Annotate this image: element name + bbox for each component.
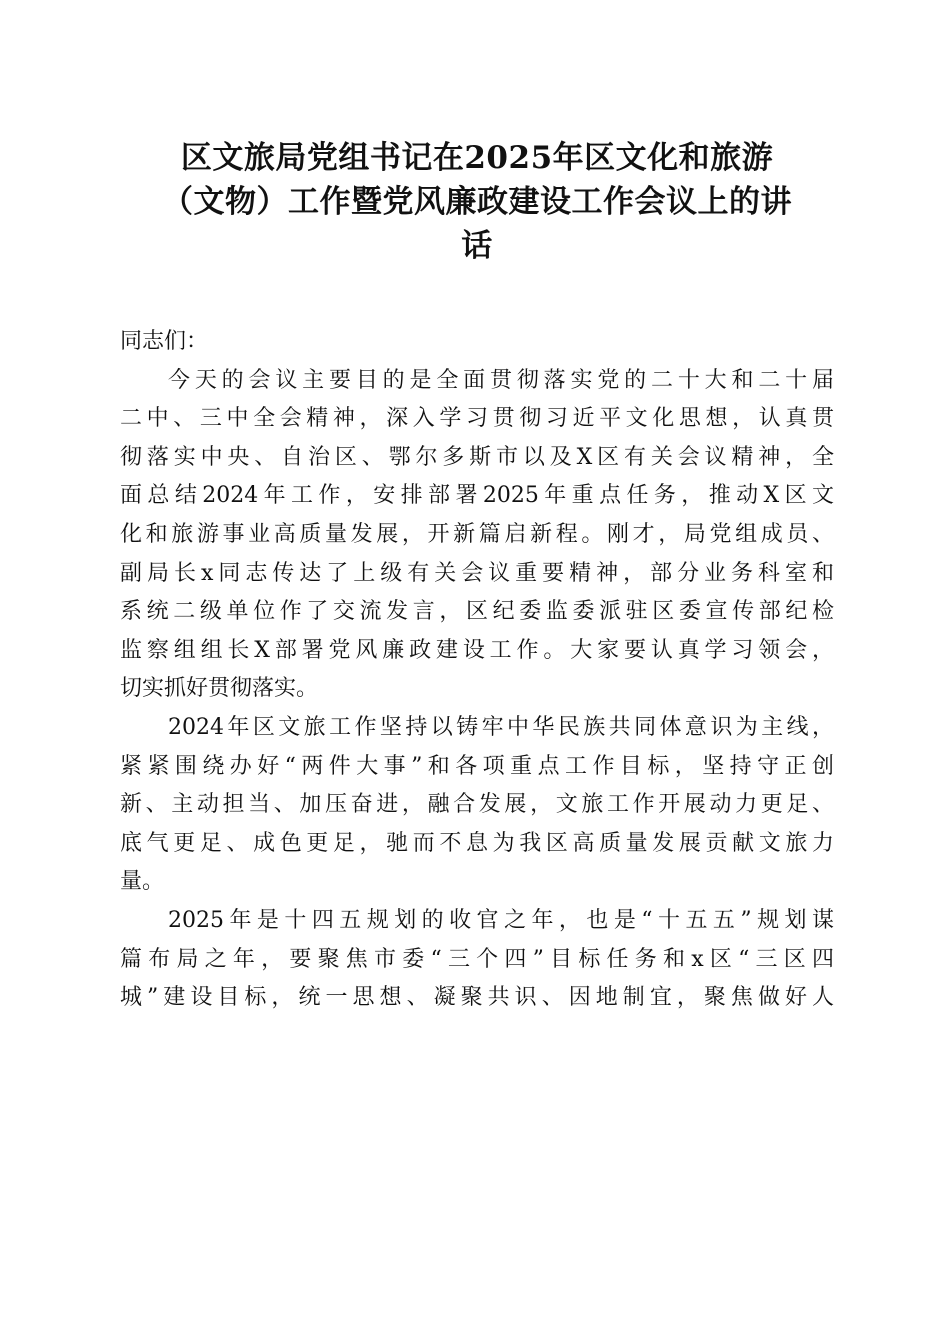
paragraph-1 xyxy=(120,362,834,709)
document-body xyxy=(120,323,834,1018)
title-line-2: （文物）工作暨党风廉政建设工作会议上的讲 xyxy=(162,184,792,220)
title-line-1: 区文旅局党组书记在2025年区文化和旅游 xyxy=(180,140,774,176)
paragraph-line: 化和旅游事业高质量发展，开新篇启新程。刚才，局党组成员、 xyxy=(120,521,834,547)
greeting: 同志们： xyxy=(120,329,209,354)
paragraph-line: 监察组组长X部署党风廉政建设工作。大家要认真学习领会， xyxy=(120,637,834,663)
paragraph-line: 面总结2024年工作，安排部署2025年重点任务，推动X区文 xyxy=(120,483,834,509)
paragraph-line: 二中、三中全会精神，深入学习贯彻习近平文化思想，认真贯 xyxy=(120,406,834,432)
title-line-3: 话 xyxy=(461,228,493,264)
paragraph-2 xyxy=(120,709,834,902)
paragraph-line: 新、主动担当、加压奋进，融合发展，文旅工作开展动力更足、 xyxy=(120,792,834,818)
paragraph-line: 量。 xyxy=(120,869,165,895)
paragraph-line: 副局长x同志传达了上级有关会议重要精神，部分业务科室和 xyxy=(120,560,834,586)
paragraph-3 xyxy=(120,902,834,1018)
paragraph-line: 今天的会议主要目的是全面贯彻落实党的二十大和二十届 xyxy=(168,367,834,393)
paragraph-line: 彻落实中央、自治区、鄂尔多斯市以及X区有关会议精神，全 xyxy=(120,444,834,470)
paragraph-line: 城”建设目标，统一思想、凝聚共识、因地制宜，聚焦做好人 xyxy=(120,985,834,1011)
paragraph-line: 紧紧围绕办好“两件大事”和各项重点工作目标，坚持守正创 xyxy=(120,753,834,779)
document-title xyxy=(120,136,834,268)
paragraph-line: 2024年区文旅工作坚持以铸牢中华民族共同体意识为主线， xyxy=(168,714,834,740)
paragraph-line: 系统二级单位作了交流发言，区纪委监委派驻区委宣传部纪检 xyxy=(120,599,834,625)
paragraph-line: 2025年是十四五规划的收官之年，也是“十五五”规划谋 xyxy=(168,907,834,933)
paragraph-line: 篇布局之年，要聚焦市委“三个四”目标任务和x区“三区四 xyxy=(120,946,834,972)
paragraph-line: 底气更足、成色更足，驰而不息为我区高质量发展贡献文旅力 xyxy=(120,830,834,856)
paragraph-line: 切实抓好贯彻落实。 xyxy=(120,676,319,702)
